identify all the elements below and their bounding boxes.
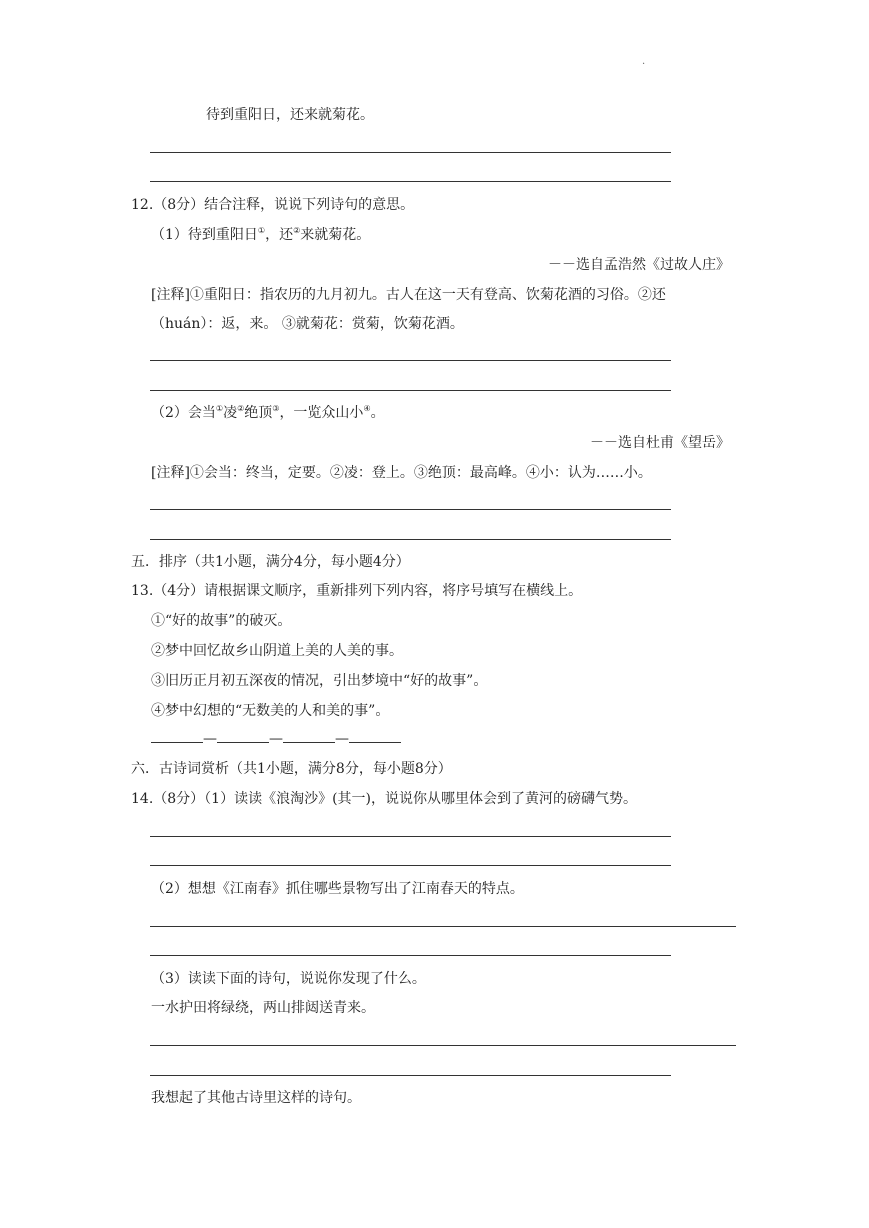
q14-poem: 一水护田将绿绕，两山排闼送青来。 bbox=[151, 1000, 375, 1016]
q12-part2: （2）会当①凌②绝顶③，一览众山小④。 bbox=[151, 404, 385, 421]
section6-heading: 六．古诗词赏析（共1小题，满分8分，每小题8分） bbox=[131, 761, 452, 777]
q12-title: 12.（8分）结合注释，说说下列诗句的意思。 bbox=[131, 197, 415, 213]
q13-item-4: ④梦中幻想的“无数美的人和美的事”。 bbox=[151, 703, 390, 719]
q14-title: 14.（8分）（1）读读《浪淘沙》(其一)，说说你从哪里体会到了黄河的磅礴气势。 bbox=[131, 791, 638, 807]
q13-item-2: ②梦中回忆故乡山阴道上美的人美的事。 bbox=[151, 643, 403, 659]
answer-line[interactable] bbox=[150, 836, 671, 837]
order-blank[interactable] bbox=[283, 730, 335, 743]
q12-part1: （1）待到重阳日①，还②来就菊花。 bbox=[151, 226, 371, 243]
q12-source2: －－选自杜甫《望岳》 bbox=[590, 435, 730, 451]
order-blank[interactable] bbox=[217, 730, 269, 743]
answer-line[interactable] bbox=[150, 181, 671, 182]
q14-part3: （3）读读下面的诗句，说说你发现了什么。 bbox=[151, 971, 426, 987]
q14-part2: （2）想想《江南春》抓住哪些景物写出了江南春天的特点。 bbox=[151, 881, 524, 897]
poem-repeat-line: 待到重阳日，还来就菊花。 bbox=[206, 107, 374, 123]
order-blank[interactable] bbox=[151, 730, 203, 743]
answer-line[interactable] bbox=[150, 1075, 671, 1076]
answer-line[interactable] bbox=[150, 539, 671, 540]
q13-item-3: ③旧历正月初五深夜的情况，引出梦境中“好的故事”。 bbox=[151, 673, 488, 689]
answer-line[interactable] bbox=[150, 926, 736, 927]
q12-note2: [注释]①会当：终当，定要。②凌：登上。③绝顶：最高峰。④小：认为……小。 bbox=[151, 465, 652, 481]
section5-heading: 五．排序（共1小题，满分4分，每小题4分） bbox=[131, 554, 410, 570]
q13-item-1: ①“好的故事”的破灭。 bbox=[151, 613, 292, 629]
page-dot: . bbox=[642, 56, 646, 67]
answer-line[interactable] bbox=[150, 865, 671, 866]
answer-line[interactable] bbox=[150, 509, 671, 510]
answer-line[interactable] bbox=[150, 152, 671, 153]
q12-note1-line1: [注释]①重阳日：指农历的九月初九。古人在这一天有登高、饮菊花酒的习俗。②还 bbox=[151, 287, 666, 303]
q12-note1-line2: （huán）：返，来。 ③就菊花：赏菊，饮菊花酒。 bbox=[151, 316, 464, 332]
answer-line[interactable] bbox=[150, 1045, 736, 1046]
answer-line[interactable] bbox=[150, 360, 671, 361]
q12-source1: －－选自孟浩然《过故人庄》 bbox=[548, 257, 730, 273]
q13-title: 13.（4分）请根据课文顺序，重新排列下列内容，将序号填写在横线上。 bbox=[131, 583, 583, 599]
q13-order-blanks: — — — bbox=[151, 730, 401, 748]
order-blank[interactable] bbox=[349, 730, 401, 743]
answer-line[interactable] bbox=[150, 955, 671, 956]
answer-line[interactable] bbox=[150, 390, 671, 391]
q14-final-prompt: 我想起了其他古诗里这样的诗句。 bbox=[151, 1090, 361, 1106]
